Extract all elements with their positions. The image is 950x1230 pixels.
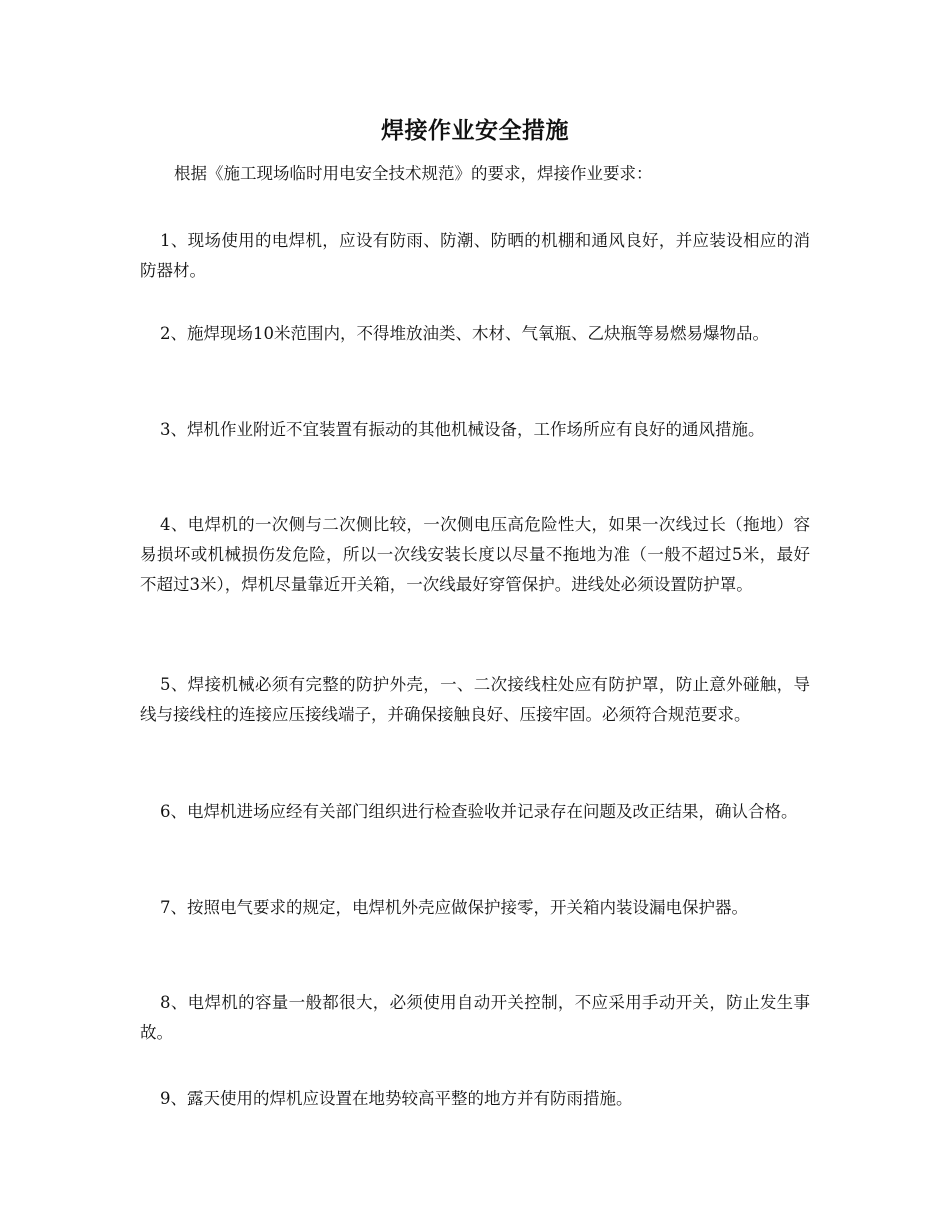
measure-item-9: 9、露天使用的焊机应设置在地势较高平整的地方并有防雨措施。 xyxy=(160,1089,633,1108)
document-title: 焊接作业安全措施 xyxy=(381,117,569,144)
measure-item-1: 1、现场使用的电焊机，应设有防雨、防潮、防晒的机棚和通风良好，并应装设相应的消防器材。 xyxy=(140,231,810,280)
measure-item-2: 2、施焊现场10米范围内，不得堆放油类、木材、气氧瓶、乙炔瓶等易燃易爆物品。 xyxy=(160,324,769,343)
measure-item-8: 8、电焊机的容量一般都很大，必须使用自动开关控制，不应采用手动开关，防止发生事故。 xyxy=(140,993,810,1042)
measure-item-3: 3、焊机作业附近不宜装置有振动的其他机械设备，工作场所应有良好的通风措施。 xyxy=(160,420,765,439)
measure-item-7: 7、按照电气要求的规定，电焊机外壳应做保护接零，开关箱内装设漏电保护器。 xyxy=(160,898,748,917)
measure-item-6: 6、电焊机进场应经有关部门组织进行检查验收并记录存在问题及改正结果，确认合格。 xyxy=(160,802,798,821)
intro-paragraph: 根据《施工现场临时用电安全技术规范》的要求，焊接作业要求： xyxy=(174,164,653,183)
measure-item-4: 4、电焊机的一次侧与二次侧比较，一次侧电压高危险性大，如果一次线过长（拖地）容易损坏或机械损伤发危险，所以一次线安装长度以尽量不拖地为准（一般不超过5米，最好不超过3米），焊机尽量靠近开关箱，一次线最好穿管保护。进线处必须设置防护罩。 xyxy=(140,515,810,594)
measure-item-5: 5、焊接机械必须有完整的防护外壳，一、二次接线柱处应有防护罩，防止意外碰触，导线与接线柱的连接应压接线端子，并确保接触良好、压接牢固。必须符合规范要求。 xyxy=(140,675,810,724)
